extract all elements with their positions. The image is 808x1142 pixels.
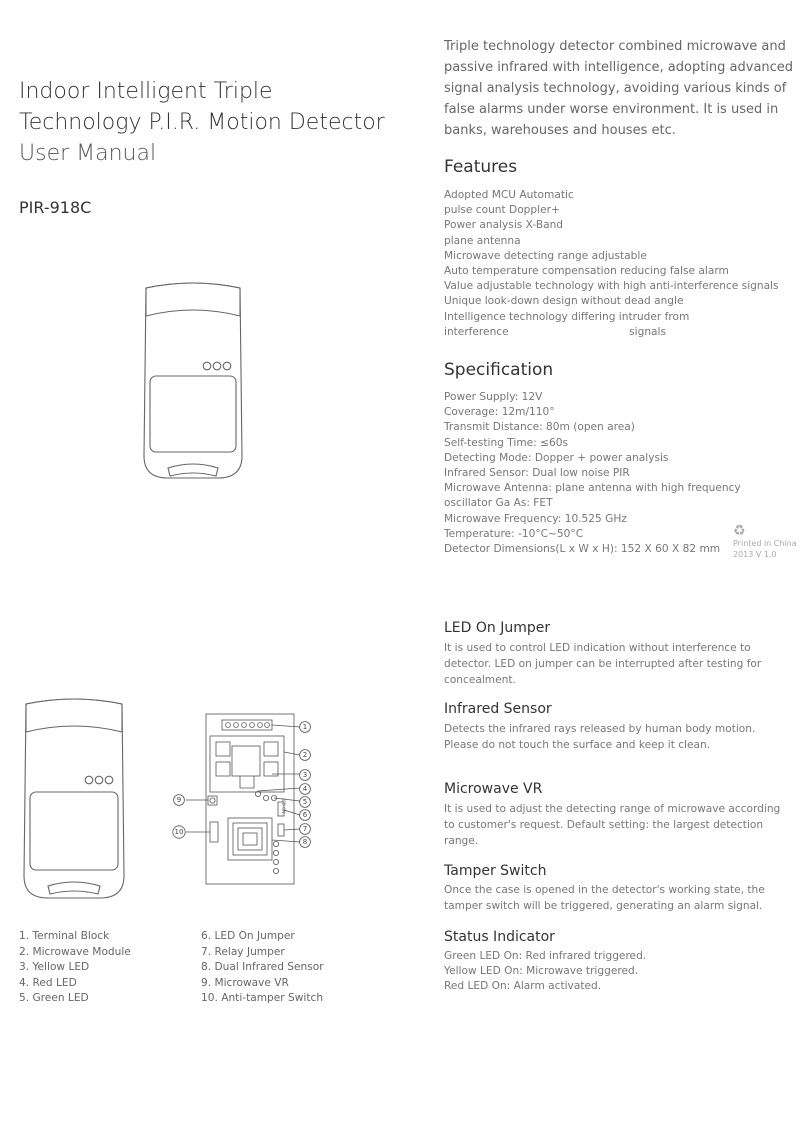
list-item-left: interference [444,325,509,338]
callout-4 [300,784,311,795]
list-item: Auto temperature compensation reducing false alarm [444,265,729,278]
callout-1 [300,722,311,733]
title-line-2: Technology P.I.R. Motion Detector [19,110,385,135]
led-on-jumper-text: It is used to control LED indication without interference to detector. LED on jumper can be interrupted after testing for concealment. [444,642,762,686]
spec-item: Temperature: -10°C~50°C [444,527,584,540]
svg-text:3: 3 [302,771,308,779]
part-item: 3. Yellow LED [19,961,90,973]
list-item: Value adjustable technology with high anti-interference signals [444,280,779,293]
document-title [19,76,385,169]
spec-item: Microwave Frequency: 10.525 GHz [444,512,627,525]
status-indicator-list [444,949,646,995]
spec-item: Coverage: 12m/110° [444,406,555,419]
printed-note [733,523,797,560]
spec-item: Detecting Mode: Dopper + power analysis [444,451,669,464]
svg-text:8: 8 [302,838,308,846]
callout-3 [300,770,311,781]
status-item: Red LED On: Alarm activated. [444,980,602,993]
svg-text:9: 9 [176,796,182,804]
part-item: 1. Terminal Block [19,930,110,942]
list-item-right: signals [629,325,666,338]
dual-infrared-sensor [228,818,272,860]
svg-text:5: 5 [302,798,308,806]
infrared-sensor-heading: Infrared Sensor [444,701,552,717]
list-item: plane antenna [444,234,521,247]
svg-text:2: 2 [302,751,308,759]
part-item: 2. Microwave Module [19,945,131,958]
parts-list-left [19,929,131,1007]
detector-illustration-front [138,278,248,480]
features-list [444,188,779,340]
status-item: Yellow LED On: Microwave triggered. [444,965,639,978]
spec-item: Transmit Distance: 80m (open area) [444,421,635,434]
spec-item: Microwave Antenna: plane antenna with high frequency [444,482,741,495]
part-item: 9. Microwave VR [201,976,289,989]
parts-list-right [201,929,324,1007]
printed-line-1: Printed in China [733,539,797,548]
spec-item: Self-testing Time: ≤60s [444,436,568,449]
callout-5 [300,797,311,808]
part-item: 8. Dual Infrared Sensor [201,961,324,973]
callout-7 [300,824,311,835]
part-item: 6. LED On Jumper [201,930,295,942]
tamper-switch-text: Once the case is opened in the detector's working state, the tamper switch will be triggered, generating an alarm signal. [444,884,765,912]
microwave-vr-heading: Microwave VR [444,781,543,797]
status-indicator-heading: Status Indicator [444,929,555,945]
list-item: pulse count Doppler+ [444,204,560,217]
specification-list [444,390,741,557]
intro-paragraph: Triple technology detector combined microwave and passive infrared with intelligence, adopting advanced signal analysis technology, avoiding various kinds of false alarms under worse environment. It is used in banks, warehouses and houses etc. [444,39,794,138]
list-item [444,325,666,340]
microwave-vr-text: It is used to adjust the detecting range of microwave according to customer's request. Default setting: the largest detection range. [444,803,781,847]
list-item: Intelligence technology differing intruder from [444,310,690,323]
callout-2 [300,750,311,761]
status-item: Green LED On: Red infrared triggered. [444,950,647,962]
svg-text:7: 7 [302,825,308,833]
circuit-board-diagram [166,712,314,888]
title-line-1: Indoor Intelligent Triple [19,79,273,104]
callout-9 [174,795,185,806]
list-item: Adopted MCU Automatic [444,189,574,201]
part-item: 4. Red LED [19,976,77,989]
recycle-icon: ♻ [733,523,746,539]
list-item: Microwave detecting range adjustable [444,249,647,262]
list-item: Power analysis X-Band [444,219,564,232]
callout-10 [173,826,185,838]
features-heading: Features [444,157,518,177]
led-on-jumper-heading: LED On Jumper [444,620,551,636]
svg-text:1: 1 [302,723,308,731]
part-item: 5. Green LED [19,992,89,1004]
list-item: Unique look-down design without dead angle [444,295,684,308]
svg-text:10: 10 [174,828,184,836]
spec-item: Infrared Sensor: Dual low noise PIR [444,467,630,480]
part-item: 7. Relay Jumper [201,945,285,958]
callout-6 [300,810,311,821]
svg-text:6: 6 [302,811,308,819]
spec-item: Detector Dimensions(L x W x H): 152 X 60 X 82 mm [444,543,721,556]
title-subtitle: User Manual [19,141,157,166]
led-on-label: LED ON [281,798,286,814]
specification-heading: Specification [444,360,554,380]
callout-8 [300,837,311,848]
spec-item: oscillator Ga As: FET [444,497,553,510]
printed-line-2: 2013 V 1.0 [733,550,777,559]
part-item: 10. Anti-tamper Switch [201,992,324,1004]
model-number: PIR-918C [19,198,92,217]
svg-text:4: 4 [302,785,308,793]
tamper-switch-heading: Tamper Switch [444,863,547,879]
infrared-sensor-text: Detects the infrared rays released by human body motion. Please do not touch the surface and keep it clean. [444,723,756,751]
microwave-module [210,736,284,792]
spec-item: Power Supply: 12V [444,391,543,403]
detector-illustration-side [18,694,130,900]
